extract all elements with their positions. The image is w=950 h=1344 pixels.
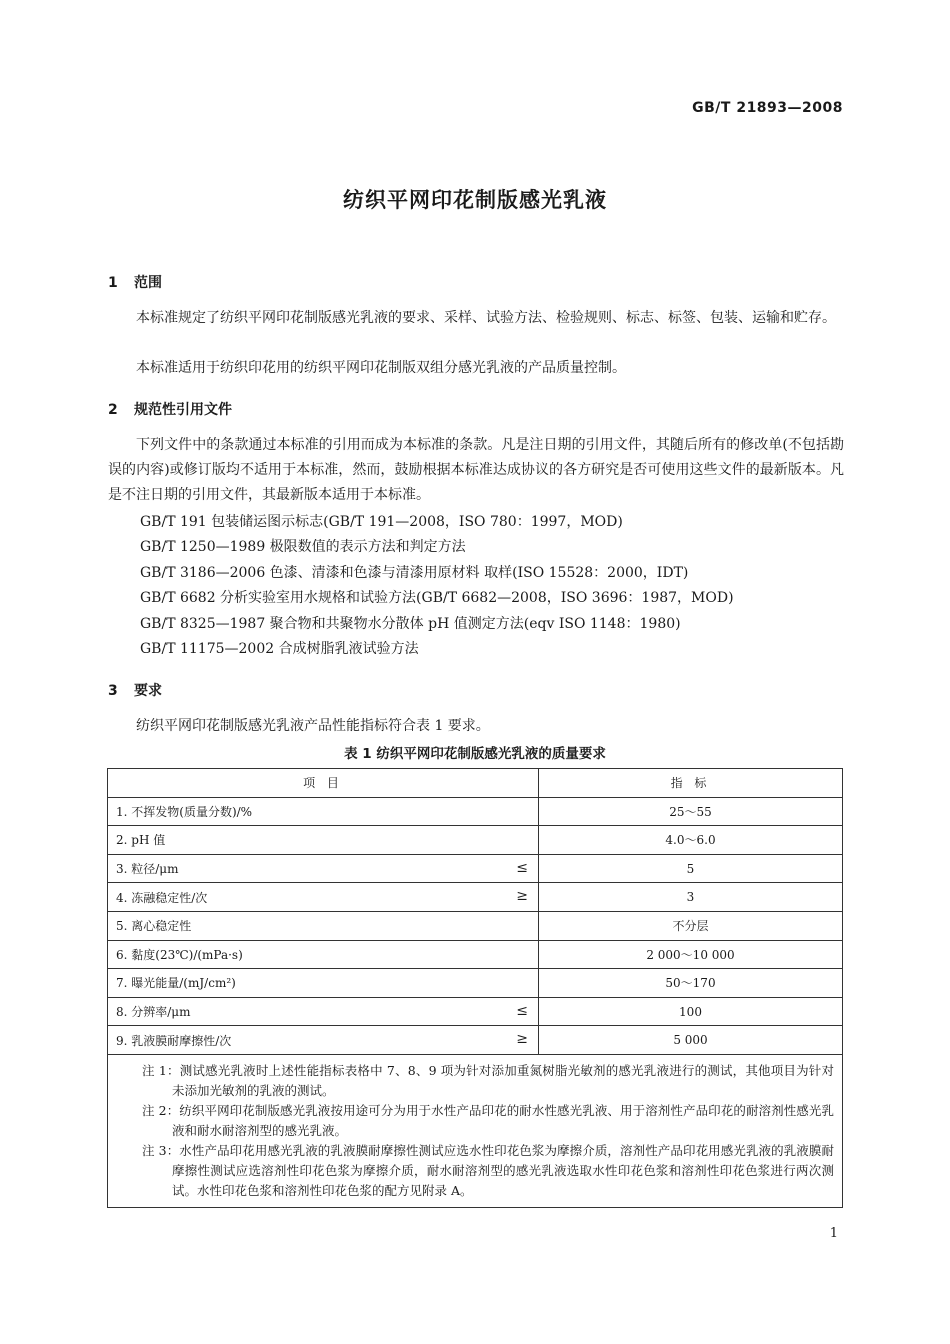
table-row	[108, 911, 843, 940]
table-note: 注 1：测试感光乳液时上述性能指标表格中 7、8、9 项为针对添加重氮树脂光敏剂的感光乳液进行的测试，其他项目为针对未添加光敏剂的乳液的测试。	[142, 1062, 834, 1098]
item-label: 7. 曝光能量/(mJ/cm²)	[116, 976, 236, 991]
table-row	[108, 826, 843, 855]
section-number: 1	[108, 275, 118, 291]
item-value: 3	[539, 883, 843, 912]
section-number: 2	[108, 402, 118, 418]
table-notes-row	[108, 1054, 843, 1207]
item-value: 4.0～6.0	[539, 826, 843, 855]
table-row	[108, 969, 843, 998]
section-title: 范围	[134, 275, 162, 291]
item-value: 50～170	[539, 969, 843, 998]
table-row	[108, 997, 843, 1026]
column-header-value: 指 标	[539, 769, 843, 798]
comparison-symbol: ≤	[516, 1002, 528, 1019]
table-row	[108, 883, 843, 912]
section-2-heading	[108, 399, 232, 419]
section-1-paragraph-2: 本标准适用于纺织印花用的纺织平网印花制版双组分感光乳液的产品质量控制。	[136, 360, 626, 376]
table-row	[108, 797, 843, 826]
section-1-heading	[108, 272, 162, 292]
item-label: 4. 冻融稳定性/次	[116, 890, 208, 905]
table-header-row	[108, 769, 843, 798]
standard-code: GB/T 21893—2008	[692, 100, 843, 116]
section-3-paragraph-1: 纺织平网印花制版感光乳液产品性能指标符合表 1 要求。	[136, 718, 490, 734]
reference-item: GB/T 191 包装储运图示标志(GB/T 191—2008，ISO 780：1997，MOD)	[140, 514, 623, 530]
item-value: 5	[539, 854, 843, 883]
comparison-symbol: ≥	[516, 888, 528, 905]
reference-item: GB/T 1250—1989 极限数值的表示方法和判定方法	[140, 539, 466, 555]
table-note: 注 3：水性产品印花用感光乳液的乳液膜耐摩擦性测试应选水性印花色浆为摩擦介质，溶剂性产品印花用感光乳液的乳液膜耐摩擦性测试应选溶剂性印花色浆为摩擦介质，耐水耐溶剂型的感光乳液选取水性印花色浆和溶剂性印花色浆进行两次测试。水性印花色浆和溶剂性印花色浆的配方见附录 A。	[142, 1142, 834, 1198]
page-number: 1	[829, 1226, 838, 1241]
table-row	[108, 854, 843, 883]
reference-item: GB/T 8325—1987 聚合物和共聚物水分散体 pH 值测定方法(eqv ISO 1148：1980)	[140, 616, 681, 632]
requirements-table	[107, 768, 843, 1208]
item-label: 9. 乳液膜耐摩擦性/次	[116, 1033, 232, 1048]
table-row	[108, 940, 843, 969]
section-3-heading	[108, 680, 162, 700]
comparison-symbol: ≥	[516, 1031, 528, 1048]
item-value: 5 000	[539, 1026, 843, 1055]
column-header-item: 项 目	[108, 769, 539, 798]
item-value: 100	[539, 997, 843, 1026]
section-2-paragraph-1: 下列文件中的条款通过本标准的引用而成为本标准的条款。凡是注日期的引用文件，其随后所有的修改单(不包括勘误的内容)或修订版均不适用于本标准，然而，鼓励根据本标准达成协议的各方研究是否可使用这些文件的最新版本。凡是不注日期的引用文件，其最新版本适用于本标准。	[108, 437, 844, 503]
reference-item: GB/T 3186—2006 色漆、清漆和色漆与清漆用原材料 取样(ISO 15528：2000，IDT)	[140, 565, 689, 581]
item-label: 1. 不挥发物(质量分数)/%	[116, 804, 253, 819]
document-title: 纺织平网印花制版感光乳液	[343, 188, 607, 212]
reference-item: GB/T 6682 分析实验室用水规格和试验方法(GB/T 6682—2008，ISO 3696：1987，MOD)	[140, 590, 734, 606]
table-caption: 表 1 纺织平网印花制版感光乳液的质量要求	[344, 746, 606, 762]
section-number: 3	[108, 683, 118, 699]
item-value: 25～55	[539, 797, 843, 826]
item-label: 3. 粒径/μm	[116, 862, 179, 877]
item-value: 不分层	[539, 911, 843, 940]
item-label: 2. pH 值	[116, 833, 166, 848]
section-title: 规范性引用文件	[134, 402, 232, 418]
table-note: 注 2：纺织平网印花制版感光乳液按用途可分为用于水性产品印花的耐水性感光乳液、用于溶剂性产品印花的耐溶剂性感光乳液和耐水耐溶剂型的感光乳液。	[142, 1102, 834, 1138]
section-1-paragraph-1: 本标准规定了纺织平网印花制版感光乳液的要求、采样、试验方法、检验规则、标志、标签、包装、运输和贮存。	[136, 310, 836, 326]
item-value: 2 000～10 000	[539, 940, 843, 969]
item-label: 8. 分辨率/μm	[116, 1005, 191, 1020]
table-row	[108, 1026, 843, 1055]
reference-item: GB/T 11175—2002 合成树脂乳液试验方法	[140, 641, 419, 657]
item-label: 5. 离心稳定性	[116, 919, 192, 934]
item-label: 6. 黏度(23℃)/(mPa·s)	[116, 947, 243, 962]
comparison-symbol: ≤	[516, 859, 528, 876]
section-title: 要求	[134, 683, 162, 699]
